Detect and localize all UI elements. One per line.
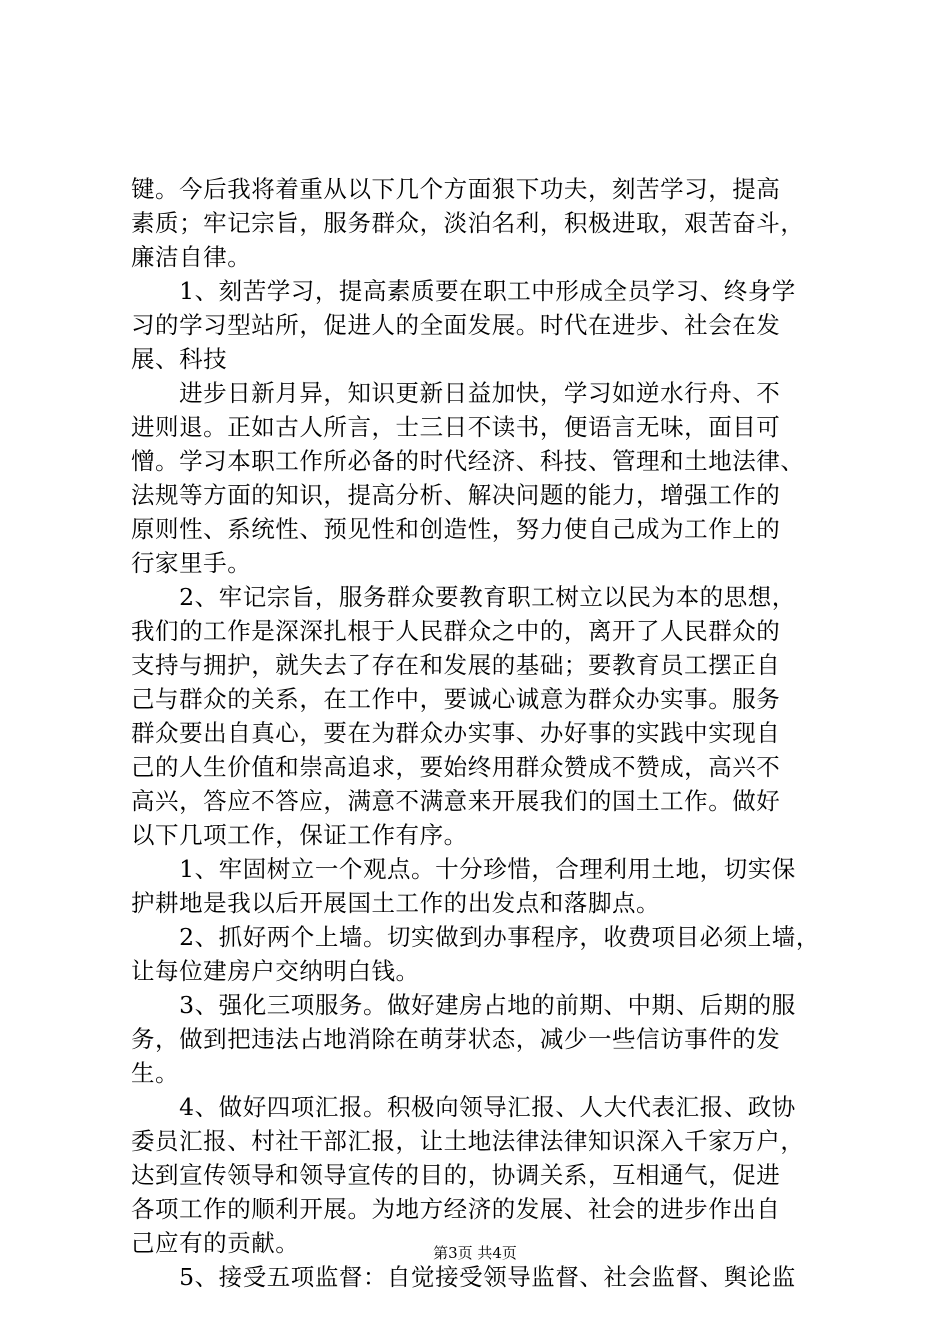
- paragraph-line: 进则退。正如古人所言，士三日不读书，便语言无味，面目可: [131, 413, 781, 441]
- paragraph-line: 2、抓好两个上墙。切实做到办事程序，收费项目必须上墙，: [131, 923, 820, 951]
- paragraph-line: 法规等方面的知识，提高分析、解决问题的能力，增强工作的: [131, 481, 781, 509]
- paragraph-line: 憎。学习本职工作所必备的时代经济、科技、管理和土地法律、: [131, 447, 805, 475]
- paragraph-line: 展、科技: [131, 345, 228, 373]
- paragraph-line: 己与群众的关系，在工作中，要诚心诚意为群众办实事。服务: [131, 685, 781, 713]
- paragraph-line: 支持与拥护，就失去了存在和发展的基础；要教育员工摆正自: [131, 651, 781, 679]
- paragraph-line: 让每位建房户交纳明白钱。: [131, 957, 420, 985]
- paragraph-line: 群众要出自真心，要在为群众办实事、办好事的实践中实现自: [131, 719, 781, 747]
- paragraph-line: 己的人生价值和崇高追求，要始终用群众赞成不赞成，高兴不: [131, 753, 781, 781]
- paragraph-line: 委员汇报、村社干部汇报，让土地法律法律知识深入千家万户，: [131, 1127, 805, 1155]
- paragraph-line: 进步日新月异，知识更新日益加快，学习如逆水行舟、不: [131, 379, 781, 407]
- paragraph-line: 己应有的贡献。: [131, 1229, 300, 1257]
- paragraph-line: 原则性、系统性、预见性和创造性，努力使自己成为工作上的: [131, 515, 781, 543]
- paragraph-line: 键。今后我将着重从以下几个方面狠下功夫，刻苦学习，提高: [131, 175, 781, 203]
- paragraph-line: 我们的工作是深深扎根于人民群众之中的，离开了人民群众的: [131, 617, 781, 645]
- paragraph-line: 廉洁自律。: [131, 243, 252, 271]
- paragraph-line: 2、牢记宗旨，服务群众要教育职工树立以民为本的思想，: [131, 583, 796, 611]
- paragraph-line: 以下几项工作，保证工作有序。: [131, 821, 468, 849]
- page-number-footer: 第3页 共4页: [433, 1244, 517, 1262]
- paragraph-line: 习的学习型站所，促进人的全面发展。时代在进步、社会在发: [131, 311, 781, 339]
- paragraph-line: 达到宣传领导和领导宣传的目的，协调关系，互相通气，促进: [131, 1161, 781, 1189]
- paragraph-line: 护耕地是我以后开展国土工作的出发点和落脚点。: [131, 889, 661, 917]
- paragraph-line: 1、牢固树立一个观点。十分珍惜，合理利用土地，切实保: [131, 855, 796, 883]
- paragraph-line: 行家里手。: [131, 549, 252, 577]
- paragraph-line: 5、接受五项监督：自觉接受领导监督、社会监督、舆论监: [131, 1263, 796, 1291]
- paragraph-line: 素质；牢记宗旨，服务群众，淡泊名利，积极进取，艰苦奋斗，: [131, 209, 805, 237]
- paragraph-line: 生。: [131, 1059, 180, 1087]
- paragraph-line: 1、刻苦学习，提高素质要在职工中形成全员学习、终身学: [131, 277, 796, 305]
- paragraph-line: 务，做到把违法占地消除在萌芽状态，减少一些信访事件的发: [131, 1025, 781, 1053]
- paragraph-line: 3、强化三项服务。做好建房占地的前期、中期、后期的服: [131, 991, 796, 1019]
- paragraph-line: 4、做好四项汇报。积极向领导汇报、人大代表汇报、政协: [131, 1093, 796, 1121]
- paragraph-line: 高兴，答应不答应，满意不满意来开展我们的国土工作。做好: [131, 787, 781, 815]
- paragraph-line: 各项工作的顺利开展。为地方经济的发展、社会的进步作出自: [131, 1195, 781, 1223]
